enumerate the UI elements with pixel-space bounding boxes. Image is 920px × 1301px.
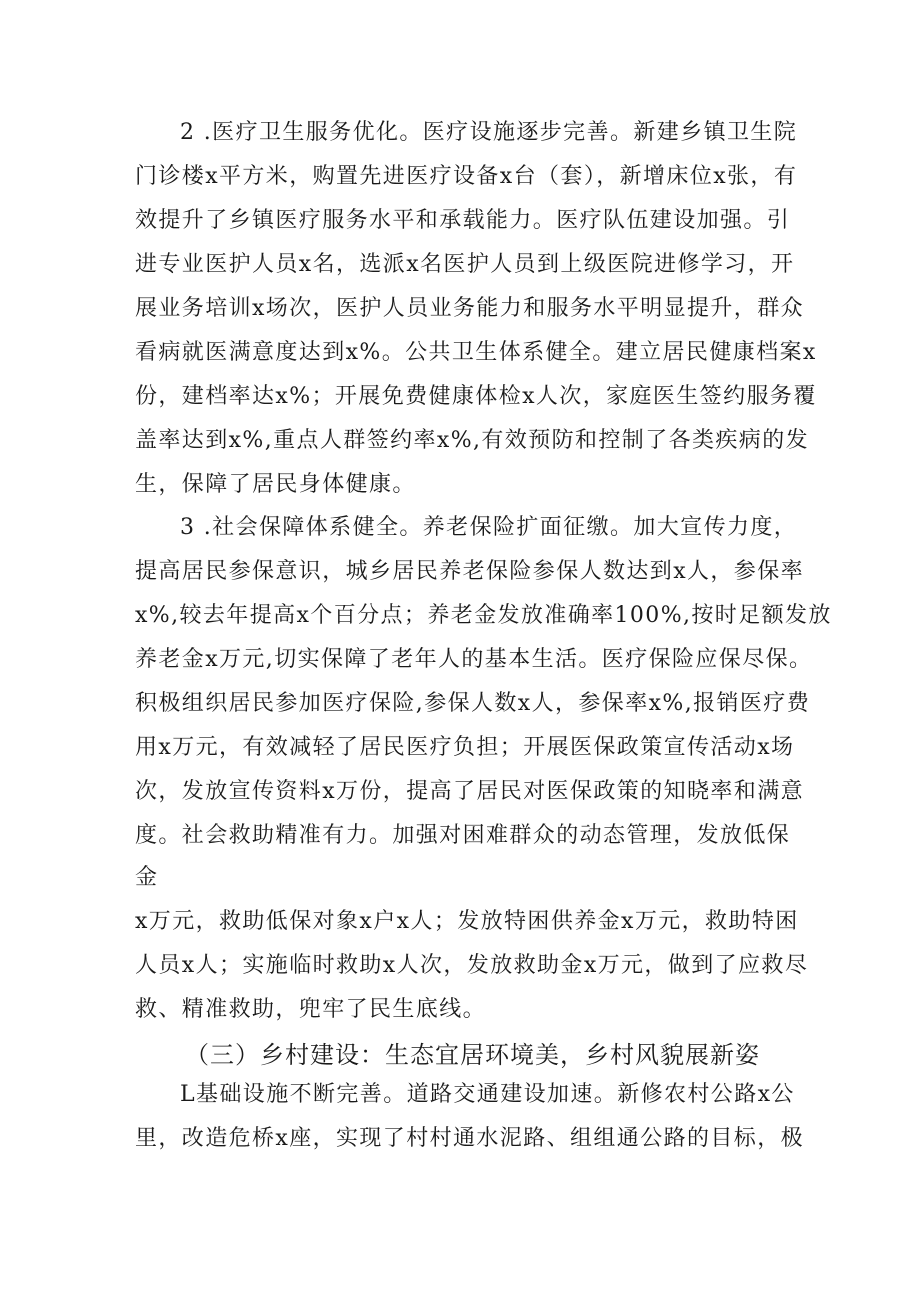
paragraph-line: 进专业医护人员x名，选派x名医护人员到上级医院进修学习，开 xyxy=(135,252,795,277)
paragraph-line: 门诊楼x平方米，购置先进医疗设备x台（套），新增床位x张，有 xyxy=(135,164,798,189)
section-heading: （三）乡村建设：生态宜居环境美，乡村风貌展新姿 xyxy=(185,1041,760,1069)
paragraph-line: 救、精准救助，兜牢了民生底线。 xyxy=(135,997,487,1022)
paragraph-line: 用x万元，有效减轻了居民医疗负担；开展医保政策宣传活动x场 xyxy=(135,735,795,760)
paragraph-line: x万元，救助低保对象x户x人；发放特困供养金x万元，救助特困 xyxy=(135,909,799,934)
paragraph-line: 效提升了乡镇医疗服务水平和承载能力。医疗队伍建设加强。引 xyxy=(135,208,791,233)
paragraph-line: 展业务培训x场次，医护人员业务能力和服务水平明显提升，群众 xyxy=(135,296,805,321)
paragraph-line: 金 xyxy=(135,865,159,890)
paragraph-line: 看病就医满意度达到x%。公共卫生体系健全。建立居民健康档案x xyxy=(135,340,817,365)
paragraph-line: 度。社会救助精准有力。加强对困难群众的动态管理，发放低保 xyxy=(135,823,791,848)
paragraph-line: 提高居民参保意识，城乡居民养老保险参保人数达到x人，参保率 xyxy=(135,559,805,584)
paragraph-line: 积极组织居民参加医疗保险,参保人数x人，参保率x%,报销医疗费 xyxy=(135,691,811,716)
paragraph-line: L基础设施不断完善。道路交通建设加速。新修农村公路x公 xyxy=(180,1082,795,1107)
paragraph-line: 次，发放宣传资料x万份，提高了居民对医保政策的知晓率和满意 xyxy=(135,779,805,804)
paragraph-line: 里，改造危桥x座，实现了村村通水泥路、组组通公路的目标，极 xyxy=(135,1126,805,1151)
paragraph-line: 盖率达到x%,重点人群签约率x%,有效预防和控制了各类疾病的发 xyxy=(135,428,810,453)
paragraph-line: 生，保障了居民身体健康。 xyxy=(135,472,416,497)
paragraph-line: 3 .社会保障体系健全。养老保险扩面征缴。加大宣传力度， xyxy=(180,515,798,540)
paragraph-line: 2 .医疗卫生服务优化。医疗设施逐步完善。新建乡镇卫生院 xyxy=(180,120,798,145)
paragraph-line: x%,较去年提高x个百分点；养老金发放准确率100%,按时足额发放 xyxy=(135,603,832,628)
paragraph-line: 养老金x万元,切实保障了老年人的基本生活。医疗保险应保尽保。 xyxy=(135,647,813,672)
paragraph-line: 份，建档率达x%；开展免费健康体检x人次，家庭医生签约服务覆 xyxy=(135,384,817,409)
paragraph-line: 人员x人；实施临时救助x人次，发放救助金x万元，做到了应救尽 xyxy=(135,953,809,978)
